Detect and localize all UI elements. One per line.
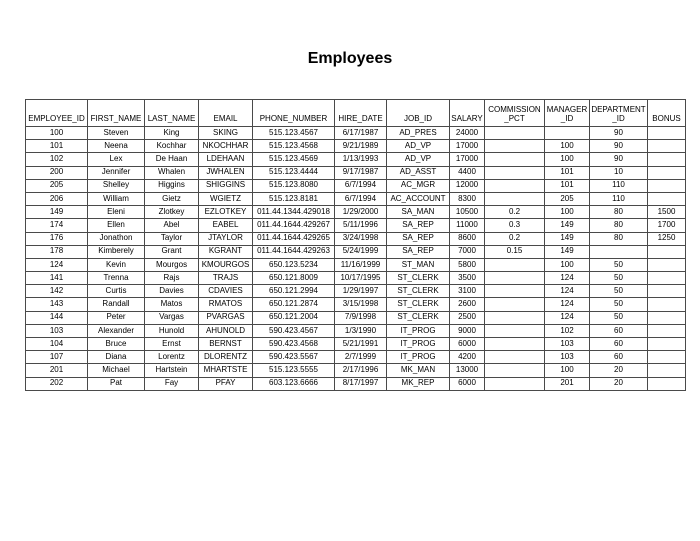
table-cell: SA_REP (387, 219, 450, 232)
table-cell: 50 (590, 258, 648, 271)
table-row (26, 285, 686, 298)
table-cell: Curtis (88, 285, 145, 298)
table-cell: 149 (545, 232, 590, 245)
table-cell: 8300 (450, 192, 485, 205)
column-header: LAST_NAME (145, 100, 199, 127)
table-cell: AC_ACCOUNT (387, 192, 450, 205)
table-cell: 100 (545, 258, 590, 271)
table-cell: 5/24/1999 (335, 245, 387, 258)
table-cell (485, 338, 545, 351)
table-cell: 5800 (450, 258, 485, 271)
table-cell: IT_PROG (387, 338, 450, 351)
table-cell: IT_PROG (387, 324, 450, 337)
table-cell: 20 (590, 377, 648, 390)
table-cell: TRAJS (199, 272, 253, 285)
table-cell: 4200 (450, 351, 485, 364)
table-cell: 143 (26, 298, 88, 311)
table-cell: 110 (590, 192, 648, 205)
table-cell: Mourgos (145, 258, 199, 271)
table-cell: 103 (26, 324, 88, 337)
column-header: HIRE_DATE (335, 100, 387, 127)
table-cell (485, 311, 545, 324)
table-cell: 011.44.1644.429267 (253, 219, 335, 232)
table-cell: 149 (545, 219, 590, 232)
table-cell: 515.123.8080 (253, 179, 335, 192)
table-cell: 201 (26, 364, 88, 377)
table-cell: 80 (590, 219, 648, 232)
table-cell: 603.123.6666 (253, 377, 335, 390)
table-cell: MHARTSTE (199, 364, 253, 377)
table-cell (545, 127, 590, 140)
table-cell (648, 192, 686, 205)
table-cell: 80 (590, 232, 648, 245)
table-cell: 202 (26, 377, 88, 390)
table-cell: Zlotkey (145, 206, 199, 219)
table-cell: 515.123.5555 (253, 364, 335, 377)
table-cell: 60 (590, 338, 648, 351)
table-cell (648, 258, 686, 271)
table-cell: 3100 (450, 285, 485, 298)
table-cell (648, 245, 686, 258)
table-cell: SA_REP (387, 232, 450, 245)
table-cell: 110 (590, 179, 648, 192)
table-cell: 13000 (450, 364, 485, 377)
table-cell (648, 140, 686, 153)
table-cell: SHIGGINS (199, 179, 253, 192)
table-cell: 100 (26, 127, 88, 140)
table-cell (648, 364, 686, 377)
table-cell: Hunold (145, 324, 199, 337)
table-cell: 124 (545, 298, 590, 311)
table-cell: 6000 (450, 338, 485, 351)
table-cell: 20 (590, 364, 648, 377)
table-cell: KGRANT (199, 245, 253, 258)
table-cell: 011.44.1344.429018 (253, 206, 335, 219)
table-cell: 144 (26, 311, 88, 324)
table-cell: 011.44.1644.429263 (253, 245, 335, 258)
table-cell: 50 (590, 311, 648, 324)
table-cell: MK_MAN (387, 364, 450, 377)
table-cell: PFAY (199, 377, 253, 390)
table-cell: 650.121.2004 (253, 311, 335, 324)
table-cell: Fay (145, 377, 199, 390)
table-row (26, 351, 686, 364)
table-cell: 0.2 (485, 206, 545, 219)
table-cell: 174 (26, 219, 88, 232)
table-cell: Bruce (88, 338, 145, 351)
table-cell: 24000 (450, 127, 485, 140)
table-cell: EABEL (199, 219, 253, 232)
table-cell (648, 311, 686, 324)
table-cell: Vargas (145, 311, 199, 324)
table-cell: 0.15 (485, 245, 545, 258)
table-cell: Randall (88, 298, 145, 311)
table-cell: De Haan (145, 153, 199, 166)
table-cell: 141 (26, 272, 88, 285)
table-cell (485, 364, 545, 377)
table-cell: RMATOS (199, 298, 253, 311)
table-row (26, 140, 686, 153)
table-cell: 206 (26, 192, 88, 205)
table-cell: 0.3 (485, 219, 545, 232)
table-cell: 590.423.5567 (253, 351, 335, 364)
table-cell: 102 (26, 153, 88, 166)
table-cell (648, 166, 686, 179)
table-cell: 590.423.4567 (253, 324, 335, 337)
table-cell: Rajs (145, 272, 199, 285)
table-cell: 149 (26, 206, 88, 219)
column-header: SALARY (450, 100, 485, 127)
table-cell: Alexander (88, 324, 145, 337)
table-cell: 1/13/1993 (335, 153, 387, 166)
table-cell (648, 153, 686, 166)
table-cell: 3500 (450, 272, 485, 285)
table-cell (590, 245, 648, 258)
table-cell: Kochhar (145, 140, 199, 153)
table-cell: 205 (26, 179, 88, 192)
table-cell: Grant (145, 245, 199, 258)
table-cell: Abel (145, 219, 199, 232)
table-cell: 2/7/1999 (335, 351, 387, 364)
table-cell (648, 285, 686, 298)
table-cell: 9000 (450, 324, 485, 337)
table-cell: Ellen (88, 219, 145, 232)
table-row (26, 272, 686, 285)
table-cell: 10500 (450, 206, 485, 219)
table-cell: 60 (590, 324, 648, 337)
table-cell: 650.121.2874 (253, 298, 335, 311)
table-cell: KMOURGOS (199, 258, 253, 271)
table-cell: Hartstein (145, 364, 199, 377)
table-cell: 100 (545, 153, 590, 166)
table-cell (485, 324, 545, 337)
column-header: FIRST_NAME (88, 100, 145, 127)
column-header: JOB_ID (387, 100, 450, 127)
column-header: EMPLOYEE_ID (26, 100, 88, 127)
table-cell (648, 298, 686, 311)
table-cell: Shelley (88, 179, 145, 192)
table-cell: 149 (545, 245, 590, 258)
table-cell: 650.123.5234 (253, 258, 335, 271)
table-cell (485, 127, 545, 140)
table-cell: 5/11/1996 (335, 219, 387, 232)
table-cell: Jennifer (88, 166, 145, 179)
table-cell (648, 324, 686, 337)
table-cell: 3/15/1998 (335, 298, 387, 311)
table-cell: 1250 (648, 232, 686, 245)
table-cell: William (88, 192, 145, 205)
table-cell: Neena (88, 140, 145, 153)
table-cell: 10 (590, 166, 648, 179)
table-cell: 11/16/1999 (335, 258, 387, 271)
table-cell (485, 258, 545, 271)
table-cell: Pat (88, 377, 145, 390)
employees-table (25, 99, 686, 391)
table-cell (485, 351, 545, 364)
column-header: PHONE_NUMBER (253, 100, 335, 127)
table-cell: 100 (545, 206, 590, 219)
table-body (26, 127, 686, 391)
table-cell: 17000 (450, 140, 485, 153)
table-cell (648, 351, 686, 364)
column-header: BONUS (648, 100, 686, 127)
table-row (26, 192, 686, 205)
table-cell: Lex (88, 153, 145, 166)
table-row (26, 298, 686, 311)
table-cell: ST_CLERK (387, 285, 450, 298)
table-cell: 5/21/1991 (335, 338, 387, 351)
table-cell (485, 298, 545, 311)
table-cell: Davies (145, 285, 199, 298)
table-cell: 0.2 (485, 232, 545, 245)
table-cell: Whalen (145, 166, 199, 179)
table-cell: 515.123.8181 (253, 192, 335, 205)
table-cell: LDEHAAN (199, 153, 253, 166)
table-cell: Higgins (145, 179, 199, 192)
table-cell: BERNST (199, 338, 253, 351)
table-cell: 103 (545, 351, 590, 364)
table-cell: WGIETZ (199, 192, 253, 205)
table-cell: 515.123.4569 (253, 153, 335, 166)
table-cell: SA_MAN (387, 206, 450, 219)
table-cell: AHUNOLD (199, 324, 253, 337)
table-cell: 10/17/1995 (335, 272, 387, 285)
table-cell: 90 (590, 140, 648, 153)
table-cell: 6/7/1994 (335, 179, 387, 192)
table-row (26, 258, 686, 271)
column-header: DEPARTMENT _ID (590, 100, 648, 127)
table-cell: AD_VP (387, 140, 450, 153)
table-cell: 515.123.4568 (253, 140, 335, 153)
table-cell: 124 (545, 311, 590, 324)
table-cell: Diana (88, 351, 145, 364)
table-row (26, 127, 686, 140)
table-cell: 50 (590, 272, 648, 285)
table-cell: 1700 (648, 219, 686, 232)
table-cell: 60 (590, 351, 648, 364)
employees-table-container (25, 99, 685, 391)
table-cell: 590.423.4568 (253, 338, 335, 351)
table-cell (485, 179, 545, 192)
table-row (26, 324, 686, 337)
table-row (26, 364, 686, 377)
table-cell: 124 (545, 272, 590, 285)
table-cell: SKING (199, 127, 253, 140)
table-cell: Trenna (88, 272, 145, 285)
table-cell: 8/17/1997 (335, 377, 387, 390)
table-cell: 142 (26, 285, 88, 298)
table-cell: 80 (590, 206, 648, 219)
table-cell: 7/9/1998 (335, 311, 387, 324)
table-cell: Peter (88, 311, 145, 324)
table-cell (485, 140, 545, 153)
table-cell: Eleni (88, 206, 145, 219)
column-header: EMAIL (199, 100, 253, 127)
column-header: MANAGER _ID (545, 100, 590, 127)
table-cell: SA_REP (387, 245, 450, 258)
table-header-row (26, 100, 686, 127)
table-cell (485, 272, 545, 285)
table-cell: Kevin (88, 258, 145, 271)
table-row (26, 219, 686, 232)
table-cell: Lorentz (145, 351, 199, 364)
table-cell (485, 153, 545, 166)
table-cell: 011.44.1644.429265 (253, 232, 335, 245)
table-row (26, 166, 686, 179)
table-cell: 50 (590, 285, 648, 298)
table-cell: 101 (545, 179, 590, 192)
table-cell: 104 (26, 338, 88, 351)
table-cell: 1/29/2000 (335, 206, 387, 219)
table-cell: DLORENTZ (199, 351, 253, 364)
table-cell (648, 179, 686, 192)
table-cell: 90 (590, 153, 648, 166)
table-cell: 101 (26, 140, 88, 153)
table-row (26, 153, 686, 166)
table-cell: ST_CLERK (387, 311, 450, 324)
table-cell: 200 (26, 166, 88, 179)
table-cell: 6000 (450, 377, 485, 390)
table-cell: 100 (545, 364, 590, 377)
table-cell: 124 (26, 258, 88, 271)
table-cell: NKOCHHAR (199, 140, 253, 153)
table-cell: 12000 (450, 179, 485, 192)
table-cell: ST_CLERK (387, 272, 450, 285)
table-cell: 17000 (450, 153, 485, 166)
table-cell: Gietz (145, 192, 199, 205)
table-cell: 4400 (450, 166, 485, 179)
table-cell: 515.123.4444 (253, 166, 335, 179)
column-header: COMMISSION _PCT (485, 100, 545, 127)
table-cell: 1500 (648, 206, 686, 219)
table-cell: JWHALEN (199, 166, 253, 179)
table-cell: ST_CLERK (387, 298, 450, 311)
table-cell: 650.121.2994 (253, 285, 335, 298)
table-cell: PVARGAS (199, 311, 253, 324)
table-cell: ST_MAN (387, 258, 450, 271)
table-cell: Steven (88, 127, 145, 140)
table-cell (648, 338, 686, 351)
table-cell: 9/21/1989 (335, 140, 387, 153)
table-cell: 176 (26, 232, 88, 245)
table-cell: AC_MGR (387, 179, 450, 192)
table-row (26, 377, 686, 390)
table-cell: 101 (545, 166, 590, 179)
table-cell: Jonathon (88, 232, 145, 245)
table-cell (648, 377, 686, 390)
table-cell: IT_PROG (387, 351, 450, 364)
table-cell: 107 (26, 351, 88, 364)
table-cell: 201 (545, 377, 590, 390)
table-cell: AD_VP (387, 153, 450, 166)
table-cell: 178 (26, 245, 88, 258)
table-cell: 1/29/1997 (335, 285, 387, 298)
table-cell: AD_ASST (387, 166, 450, 179)
table-cell: 6/17/1987 (335, 127, 387, 140)
table-cell: Ernst (145, 338, 199, 351)
table-cell: 2500 (450, 311, 485, 324)
table-row (26, 232, 686, 245)
table-cell: Taylor (145, 232, 199, 245)
table-cell (485, 377, 545, 390)
table-cell: 8600 (450, 232, 485, 245)
page-title: Employees (307, 50, 393, 67)
table-cell: Matos (145, 298, 199, 311)
table-row (26, 311, 686, 324)
table-cell: 102 (545, 324, 590, 337)
table-cell (648, 127, 686, 140)
table-cell: AD_PRES (387, 127, 450, 140)
table-row (26, 245, 686, 258)
table-cell: Kimberely (88, 245, 145, 258)
table-cell: CDAVIES (199, 285, 253, 298)
table-cell: 90 (590, 127, 648, 140)
table-cell: EZLOTKEY (199, 206, 253, 219)
table-row (26, 206, 686, 219)
table-cell: 515.123.4567 (253, 127, 335, 140)
table-cell: 650.121.8009 (253, 272, 335, 285)
table-cell: 103 (545, 338, 590, 351)
table-cell: 6/7/1994 (335, 192, 387, 205)
table-cell: 50 (590, 298, 648, 311)
table-cell (648, 272, 686, 285)
table-cell: 205 (545, 192, 590, 205)
table-cell: 124 (545, 285, 590, 298)
table-cell: King (145, 127, 199, 140)
table-cell: 3/24/1998 (335, 232, 387, 245)
table-cell: 2/17/1996 (335, 364, 387, 377)
table-cell (485, 192, 545, 205)
table-cell: 7000 (450, 245, 485, 258)
table-row (26, 338, 686, 351)
table-cell (485, 166, 545, 179)
table-cell: MK_REP (387, 377, 450, 390)
table-cell (485, 285, 545, 298)
table-cell: 2600 (450, 298, 485, 311)
table-row (26, 179, 686, 192)
table-cell: 100 (545, 140, 590, 153)
table-cell: Michael (88, 364, 145, 377)
table-cell: 9/17/1987 (335, 166, 387, 179)
table-cell: JTAYLOR (199, 232, 253, 245)
table-cell: 11000 (450, 219, 485, 232)
table-cell: 1/3/1990 (335, 324, 387, 337)
